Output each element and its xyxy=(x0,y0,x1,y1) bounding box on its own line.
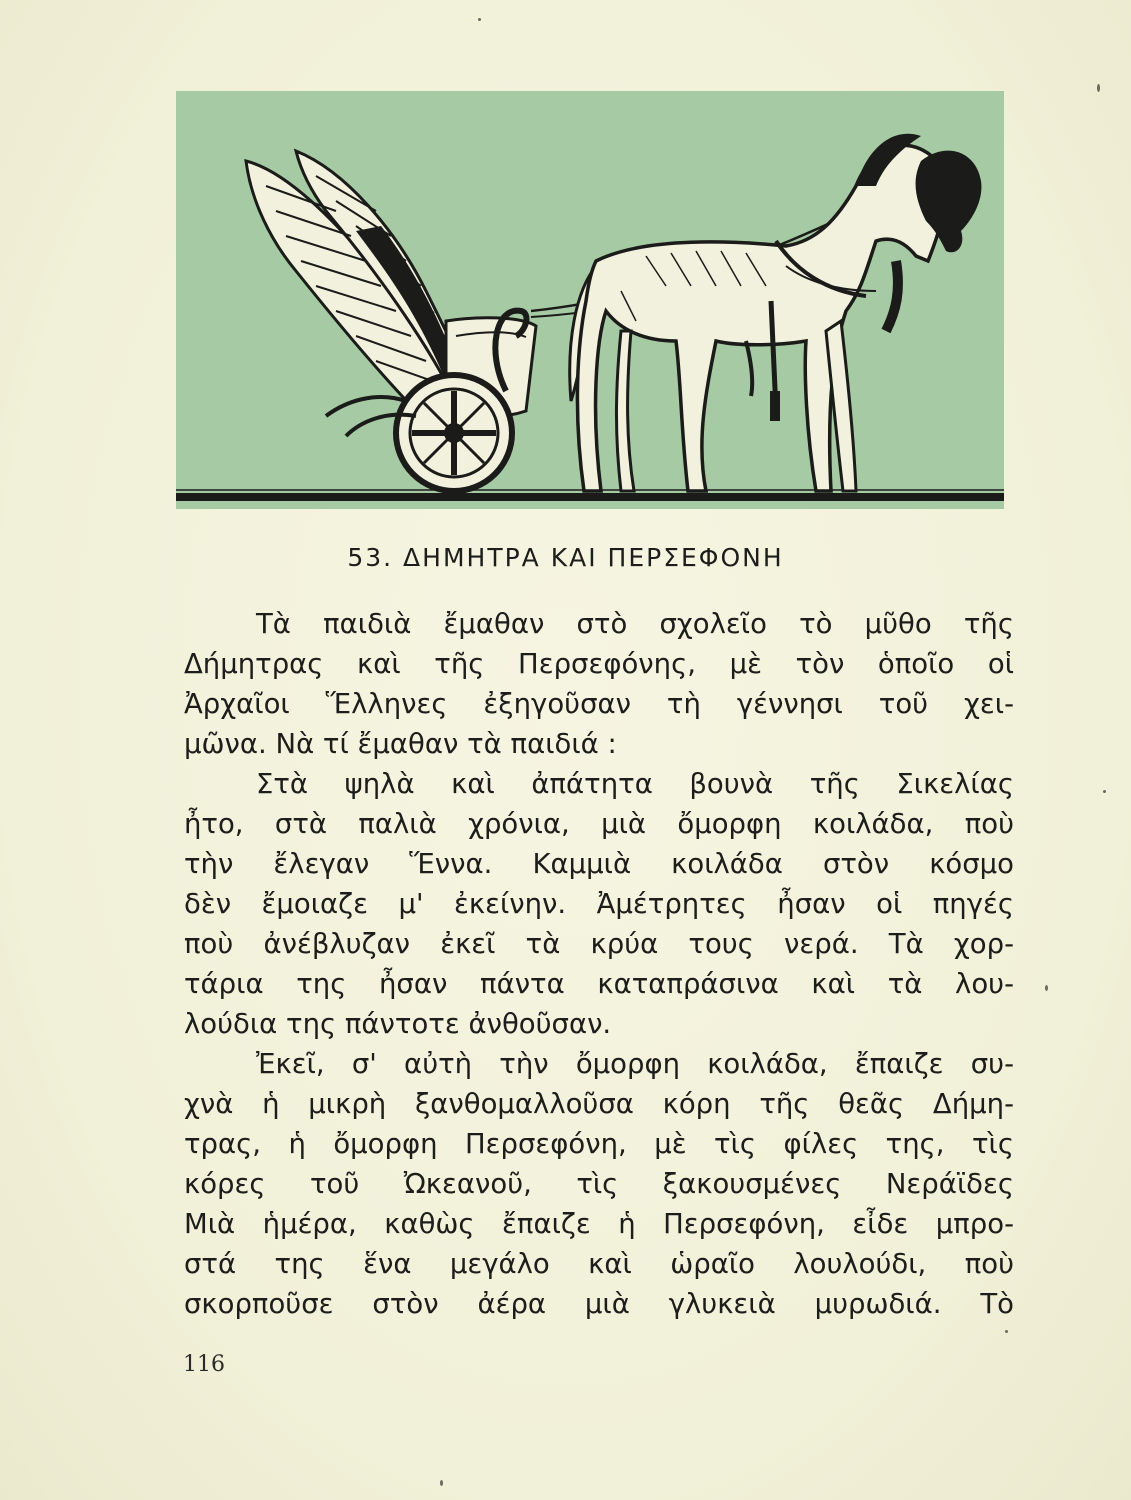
page-number: 116 xyxy=(183,1352,225,1377)
text-line: Δήμητρας καὶ τῆς Περσεφόνης, μὲ τὸν ὁποῖο οἱ xyxy=(184,648,1014,680)
paper-speck xyxy=(1097,84,1100,92)
paper-speck xyxy=(1103,790,1106,793)
text-line: Στὰ ψηλὰ καὶ ἀπάτητα βουνὰ τῆς Σικελίας xyxy=(256,768,1014,800)
text-line: λούδια της πάντοτε ἀνθοῦσαν. xyxy=(184,1008,612,1040)
body-text xyxy=(184,604,1014,1324)
text-line: τάρια της ἦσαν πάντα καταπράσινα καὶ τὰ λου- xyxy=(184,968,1014,1000)
paper-speck xyxy=(1045,985,1048,991)
text-line: Ἀρχαῖοι Ἕλληνες ἐξηγοῦσαν τὴ γέννησι τοῦ χει- xyxy=(184,688,1014,720)
text-line: τρας, ἡ ὄμορφη Περσεφόνη, μὲ τὶς φίλες της, τὶς xyxy=(184,1128,1014,1160)
text-line: χνὰ ἡ μικρὴ ξανθομαλλοῦσα κόρη τῆς θεᾶς Δήμη- xyxy=(184,1088,1014,1120)
text-line: Ἐκεῖ, σ' αὐτὴ τὴν ὄμορφη κοιλάδα, ἔπαιζε συ- xyxy=(256,1048,1014,1080)
text-line: μῶνα. Νὰ τί ἔμαθαν τὰ παιδιά : xyxy=(184,728,617,760)
text-line: Μιὰ ἡμέρα, καθὼς ἔπαιζε ἡ Περσεφόνη, εἶδε μπρο- xyxy=(184,1208,1014,1240)
paper-speck xyxy=(440,1480,443,1486)
text-line: στά της ἕνα μεγάλο καὶ ὡραῖο λουλούδι, ποὺ xyxy=(184,1248,1014,1280)
text-line: κόρες τοῦ Ὠκεανοῦ, τὶς ξακουσμένες Νεράϊδες xyxy=(184,1168,1014,1200)
paper-speck xyxy=(1005,1330,1008,1333)
text-line: Τὰ παιδιὰ ἔμαθαν στὸ σχολεῖο τὸ μῦθο τῆς xyxy=(256,608,1014,640)
paper-speck xyxy=(478,18,481,21)
text-line: ποὺ ἀνέβλυζαν ἐκεῖ τὰ κρύα τους νερά. Τὰ χορ- xyxy=(184,928,1014,960)
chapter-title: 53. ΔΗΜΗΤΡΑ ΚΑΙ ΠΕΡΣΕΦΟΝΗ xyxy=(347,543,784,572)
winged-chariot-with-horse-icon xyxy=(176,91,1004,509)
text-line: σκορποῦσε στὸν ἀέρα μιὰ γλυκειὰ μυρωδιά. Τὸ xyxy=(184,1288,1014,1320)
chariot-illustration xyxy=(176,91,1004,509)
text-line: ἦτο, στὰ παλιὰ χρόνια, μιὰ ὄμορφη κοιλάδα, ποὺ xyxy=(184,808,1014,840)
text-line: τὴν ἔλεγαν Ἕννα. Καμμιὰ κοιλάδα στὸν κόσμο xyxy=(184,848,1014,880)
text-line: δὲν ἔμοιαζε μ' ἐκείνην. Ἀμέτρητες ἦσαν οἱ πηγές xyxy=(184,888,1014,920)
